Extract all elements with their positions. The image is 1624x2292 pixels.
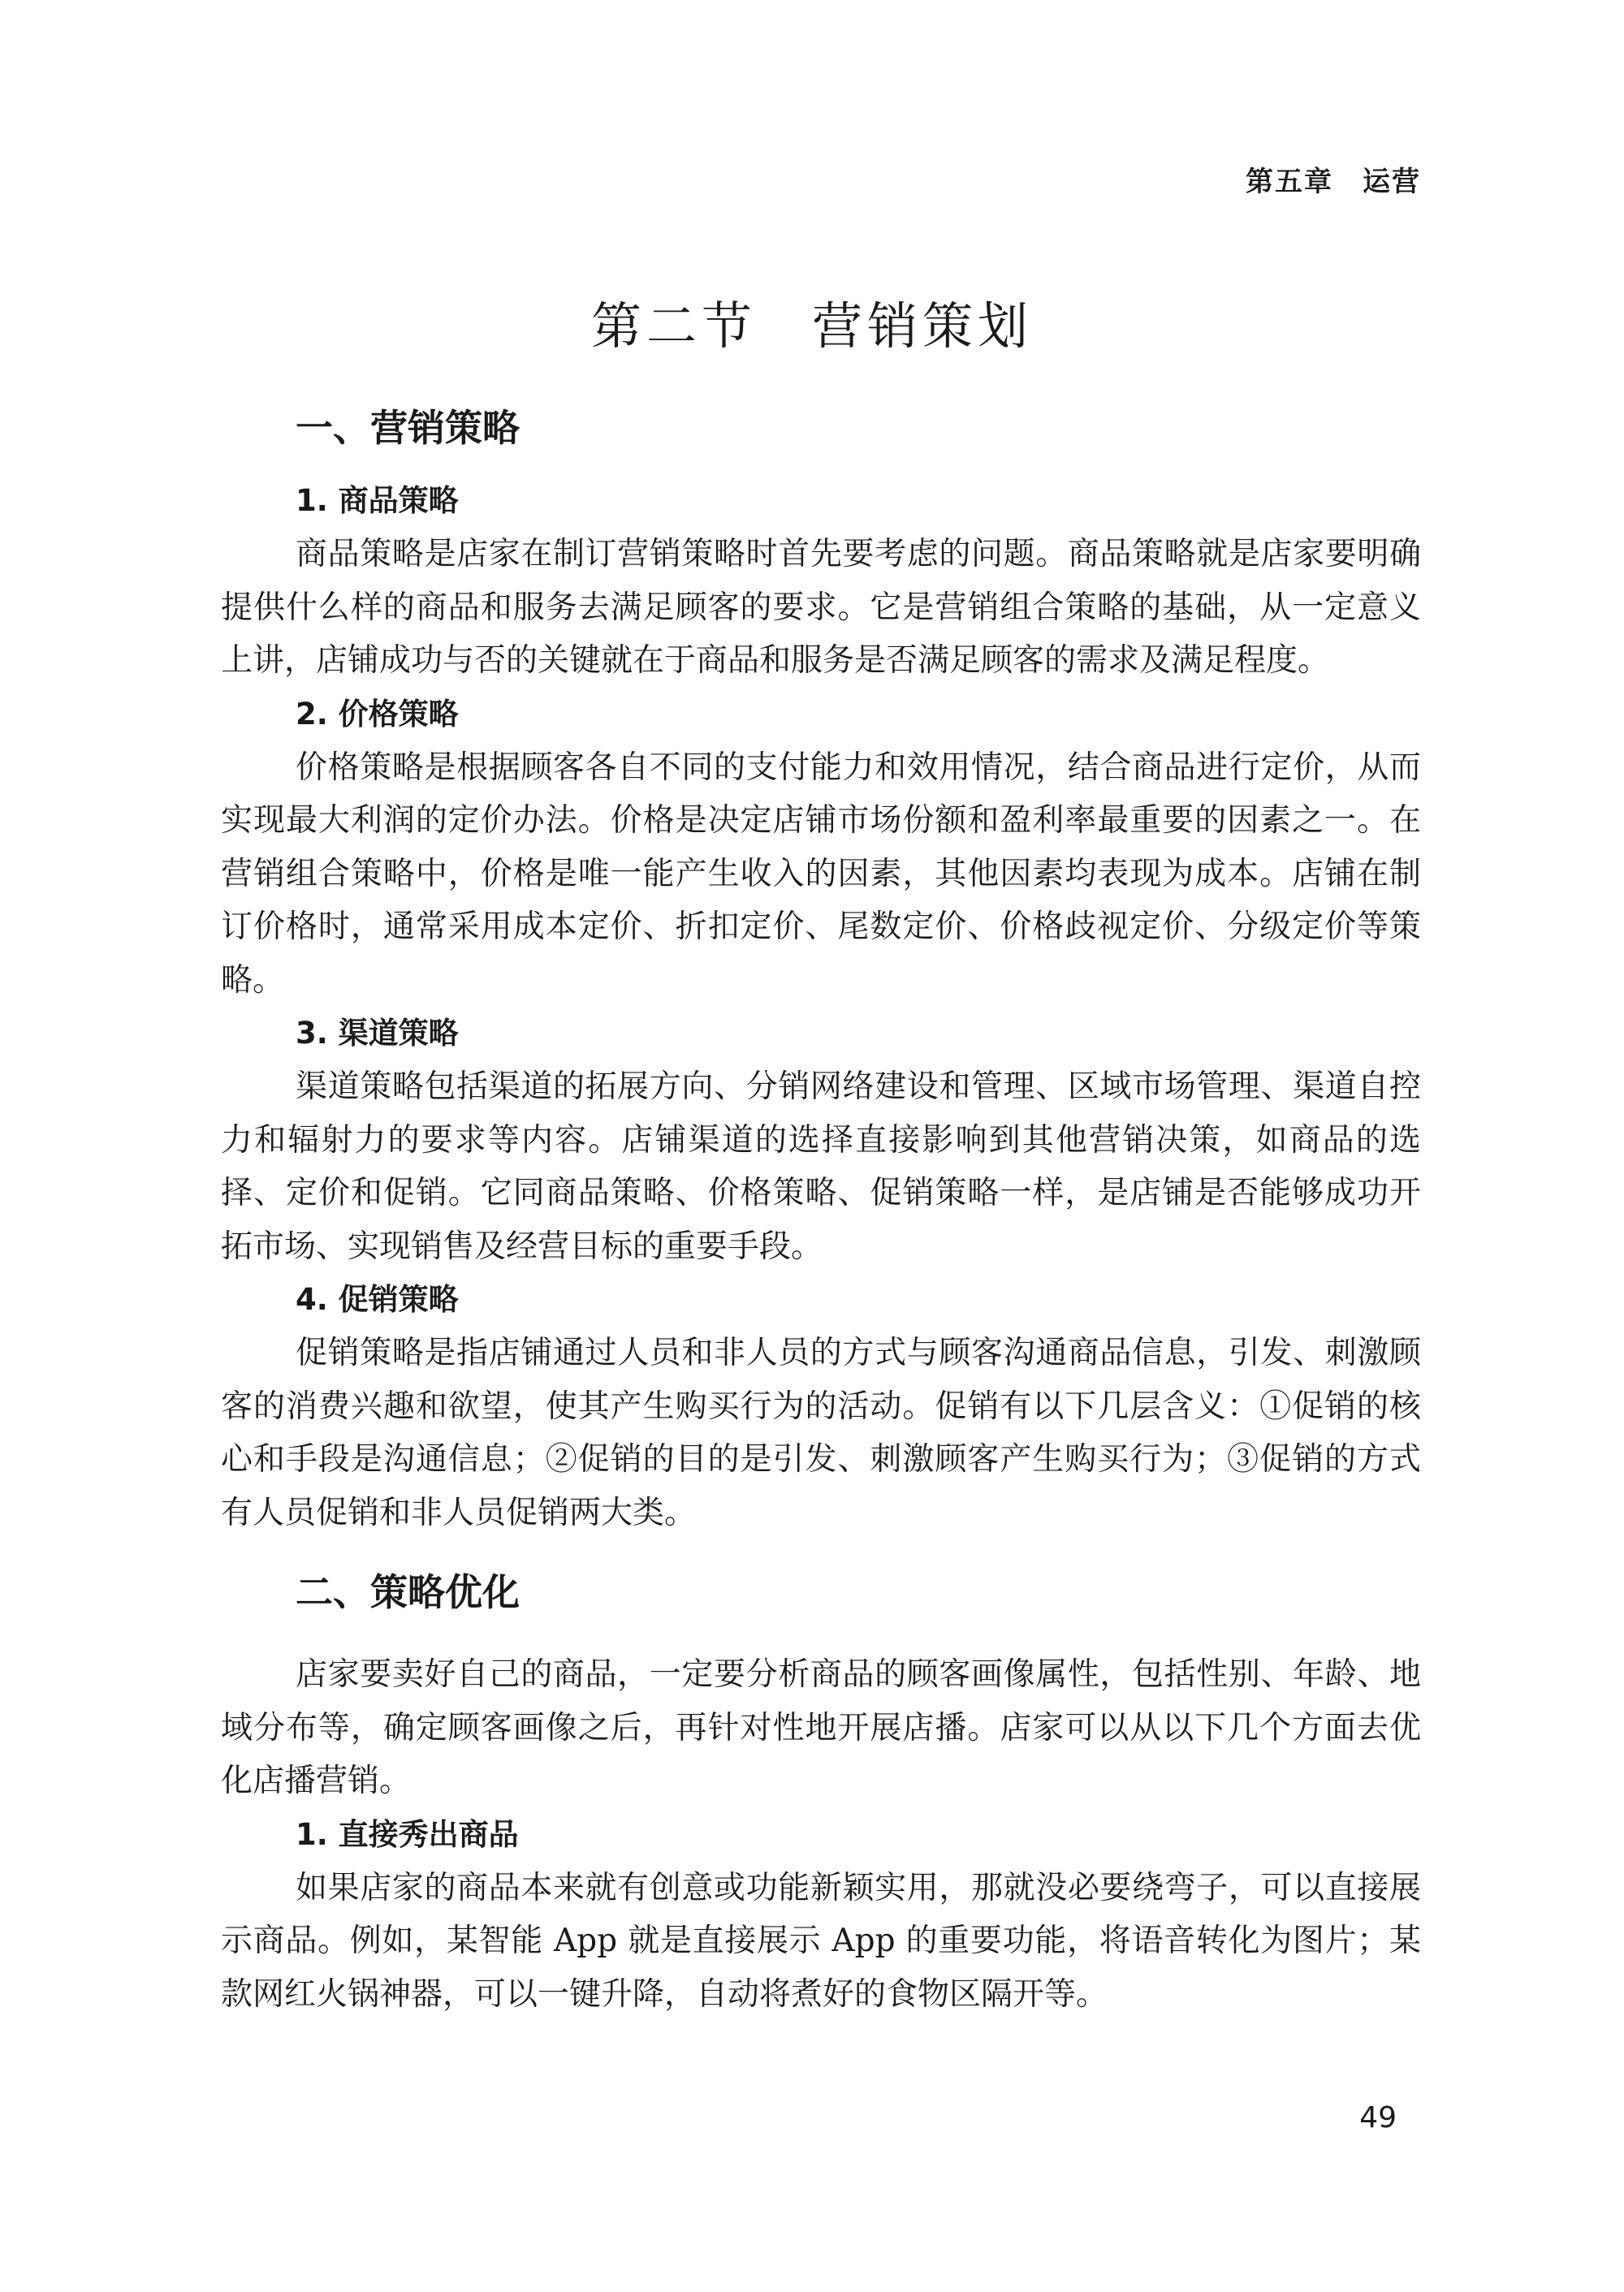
section-title: 第二节 营销策划 xyxy=(590,296,1033,356)
running-head: 第五章 运营 xyxy=(1246,166,1421,198)
page-body xyxy=(221,396,1421,2021)
subheading-channel-strategy: 3. 渠道策略 xyxy=(296,1016,459,1051)
paragraph-product-strategy: 商品策略是店家在制订营销策略时首先要考虑的问题。商品策略就是店家要明确提供什么样的商品和服务去满足顾客的要求。它是营销组合策略的基础，从一定意义上讲，店铺成功与否的关键就在于商品和服务是否满足顾客的需求及满足程度。 xyxy=(221,536,1421,679)
subheading-promotion-strategy: 4. 促销策略 xyxy=(296,1282,459,1317)
subheading-product-strategy: 1. 商品策略 xyxy=(296,483,459,518)
paragraph-channel-strategy: 渠道策略包括渠道的拓展方向、分销网络建设和管理、区域市场管理、渠道自控力和辐射力的要求等内容。店铺渠道的选择直接影响到其他营销决策，如商品的选择、定价和促销。它同商品策略、价格策略、促销策略一样，是店铺是否能够成功开拓市场、实现销售及经营目标的重要手段。 xyxy=(221,1068,1421,1265)
heading-strategy-optimization: 二、策略优化 xyxy=(296,1570,520,1614)
heading-marketing-strategy: 一、营销策略 xyxy=(296,406,520,450)
paragraph-show-product: 如果店家的商品本来就有创意或功能新颖实用，那就没必要绕弯子，可以直接展示商品。例如，某智能 App 就是直接展示 App 的重要功能，将语音转化为图片；某款网红火锅神器，可以一键升降，自动将煮好的食物区隔开等。 xyxy=(221,1869,1421,2013)
subheading-show-product: 1. 直接秀出商品 xyxy=(296,1816,519,1852)
paragraph-optimization-intro: 店家要卖好自己的商品，一定要分析商品的顾客画像属性，包括性别、年龄、地域分布等，确定顾客画像之后，再针对性地开展店播。店家可以从以下几个方面去优化店播营销。 xyxy=(221,1656,1421,1799)
subheading-price-strategy: 2. 价格策略 xyxy=(296,696,459,732)
page-number: 49 xyxy=(1359,2101,1397,2134)
paragraph-price-strategy: 价格策略是根据顾客各自不同的支付能力和效用情况，结合商品进行定价，从而实现最大利润的定价办法。价格是决定店铺市场份额和盈利率最重要的因素之一。在营销组合策略中，价格是唯一能产生收入的因素，其他因素均表现为成本。店铺在制订价格时，通常采用成本定价、折扣定价、尾数定价、价格歧视定价、分级定价等策略。 xyxy=(221,749,1421,999)
paragraph-promotion-strategy: 促销策略是指店铺通过人员和非人员的方式与顾客沟通商品信息，引发、刺激顾客的消费兴趣和欲望，使其产生购买行为的活动。促销有以下几层含义：①促销的核心和手段是沟通信息；②促销的目的是引发、刺激顾客产生购买行为；③促销的方式有人员促销和非人员促销两大类。 xyxy=(221,1335,1421,1531)
